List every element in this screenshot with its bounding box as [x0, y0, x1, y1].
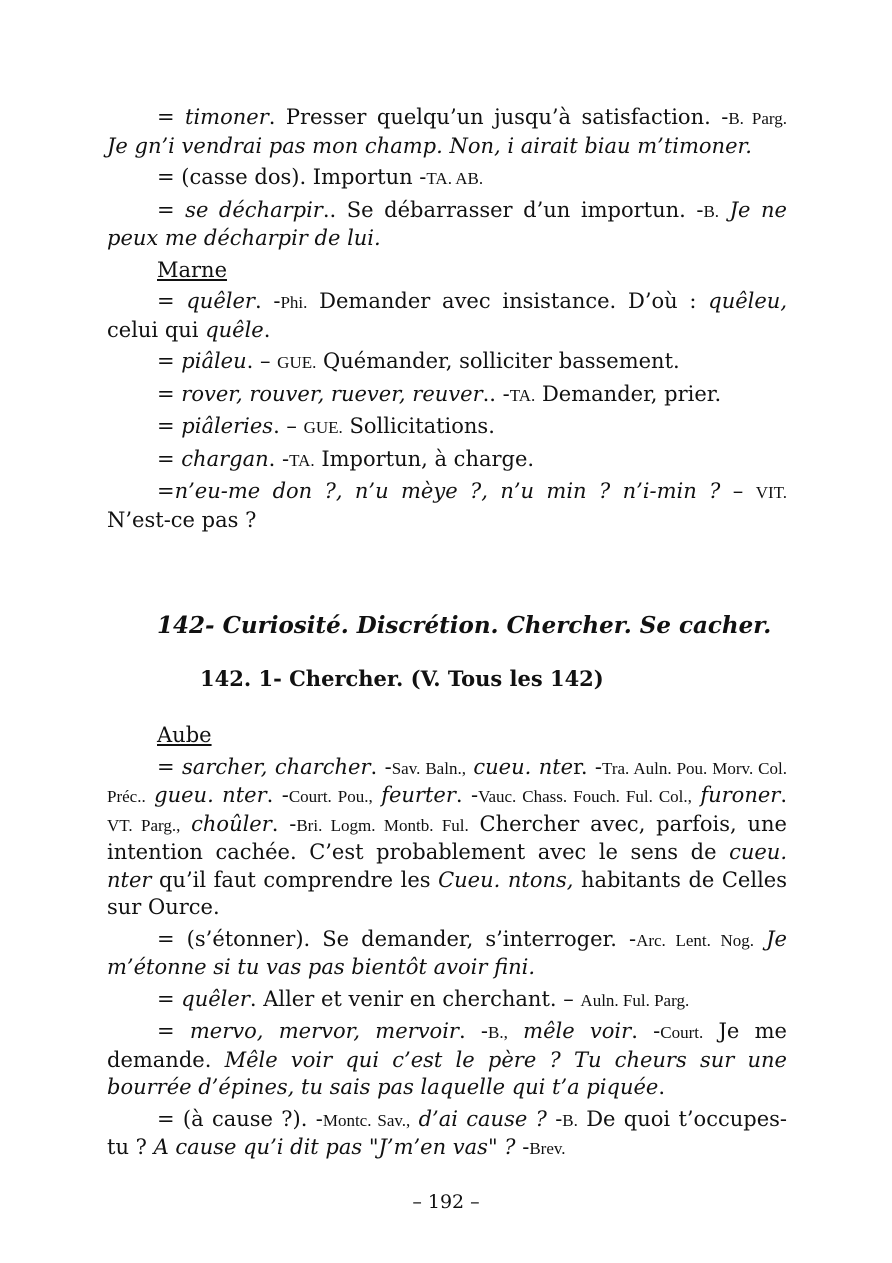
entry-paragraph [107, 288, 787, 344]
source-abbreviation: B. [703, 201, 720, 221]
entry-text: - [515, 1135, 530, 1159]
dialect-term: d’ai cause ? [418, 1106, 547, 1131]
entry-text: habitants de Celles sur Ource. [107, 867, 788, 919]
entry-text: . - [266, 783, 289, 807]
source-abbreviation: B. Parg. [728, 109, 788, 128]
dialect-term: cueu. nte [473, 754, 574, 779]
section-spacer [107, 538, 787, 562]
dialect-term: cueu. nter [107, 840, 787, 892]
dialect-term: n’eu-me don ?, n’u mèye ?, n’u min ? n’i-min ? [174, 479, 721, 503]
dialect-term: Je gn’i vendrai pas mon champ. Non, i airait biau m’timoner. [107, 133, 752, 158]
entry-text: . Aller et venir en cherchant. – [249, 986, 581, 1011]
entry-paragraph [107, 348, 787, 377]
entry-text: . - [268, 446, 290, 471]
source-abbreviation: Sav. Baln., [391, 758, 466, 778]
dialect-term: quêle [205, 317, 264, 342]
entry-text: . [263, 317, 271, 342]
entry-text [180, 812, 191, 836]
entry-text: = [157, 197, 186, 222]
dialect-term: Je ne peux me décharpir de lui. [107, 197, 787, 250]
source-abbreviation: Court. Pou., [288, 787, 373, 806]
dialect-term: gueu. nter [154, 783, 267, 807]
entry-text: .. Se débarrasser d’un importun. - [322, 197, 704, 222]
entry-text: r. - [573, 754, 603, 779]
region-heading: Marne [157, 257, 228, 282]
entry-text: Je me demande. [107, 1019, 787, 1072]
entry-paragraph [107, 478, 787, 534]
entry-text: . - [370, 754, 392, 779]
entry-text [508, 1019, 523, 1043]
source-abbreviation: Montc. Sav., [322, 1110, 411, 1130]
entry-text: N’est-ce pas ? [107, 507, 257, 532]
page-number: – 192 – [412, 1191, 480, 1213]
entry-paragraph [107, 164, 787, 193]
source-abbreviation: Tra. Auln. Pou. Morv. Col. Préc.. [107, 758, 787, 806]
section-title: 142- Curiosité. Discrétion. Chercher. Se cacher. [157, 612, 772, 639]
entry-paragraph [107, 1106, 787, 1163]
source-abbreviation: Arc. Lent. Nog. [636, 930, 755, 950]
dialect-term: rover, rouver, ruever, reuver [181, 381, 483, 406]
entry-text: . - [455, 783, 479, 807]
dialect-term: quêler [181, 986, 250, 1011]
dialect-term: A cause qu’i dit pas "J’m’en vas" ? [153, 1135, 516, 1159]
entry-text: . [658, 1075, 666, 1099]
entry-paragraph [107, 104, 787, 160]
dialect-term: piâleries [181, 414, 274, 438]
dialect-term: choûler [191, 811, 272, 836]
entry-text: . - [458, 1019, 489, 1043]
entry-text: . [780, 783, 788, 807]
entry-text: Importun, à charge. [314, 446, 535, 471]
entry-text: Chercher avec, parfois, une intention cachée. C’est probablement avec le sens de [107, 811, 787, 864]
entry-text: = [157, 1019, 190, 1043]
dialect-term: timoner [185, 105, 269, 129]
source-abbreviation: TA. [509, 385, 536, 405]
entry-text: Quémander, solliciter bassement. [316, 349, 680, 373]
dialect-term: chargan [181, 446, 269, 471]
entry-text: = [157, 414, 182, 438]
dialect-term: furoner [700, 783, 781, 807]
entry-paragraph [107, 926, 787, 982]
entry-paragraph [107, 446, 787, 475]
source-abbreviation: Bri. Logm. Montb. Ful. [296, 815, 469, 835]
entry-text: . - [631, 1019, 661, 1043]
entry-text: .. - [482, 381, 510, 406]
entry-paragraph [107, 413, 787, 442]
entry-text [146, 783, 154, 807]
entry-text: = [157, 986, 182, 1011]
entry-text [719, 198, 730, 222]
entry-text: = [157, 349, 182, 373]
source-abbreviation: GUE. [277, 353, 317, 372]
source-abbreviation: B., [488, 1023, 508, 1042]
entry-text: = (casse dos). Importun - [157, 165, 427, 189]
entry-text: . – [246, 349, 278, 373]
dialect-term: mervo, mervor, mervoir [189, 1019, 459, 1043]
entry-text: . - [254, 289, 281, 313]
entry-text: = [157, 381, 182, 406]
source-abbreviation: VIT. [755, 483, 787, 502]
region-heading: Aube [157, 723, 212, 747]
dialect-term: piâleu [181, 349, 247, 373]
source-abbreviation: B. [562, 1110, 578, 1130]
dialect-term: feurter [381, 783, 456, 807]
entry-text [373, 783, 381, 807]
entry-text [754, 927, 766, 951]
entry-paragraph [107, 986, 787, 1015]
source-abbreviation: VT. Parg., [107, 815, 181, 835]
entry-text: = [157, 105, 186, 129]
entry-paragraph [107, 381, 787, 410]
entry-text [410, 1107, 418, 1131]
entry-text: celui qui [107, 317, 206, 342]
entry-paragraph [107, 197, 787, 253]
dialect-term: Je m’étonne si tu vas pas bientôt avoir fini. [107, 926, 787, 979]
entry-text: Sollicitations. [342, 414, 495, 438]
entry-text: qu’il faut comprendre les [151, 867, 439, 892]
entry-text: = (s’étonner). Se demander, s’interroger. - [157, 926, 637, 951]
entry-text: - [546, 1106, 563, 1131]
entry-text: – [720, 479, 756, 503]
dialect-term: quêler [186, 289, 255, 313]
entry-text: Demander, prier. [535, 381, 722, 406]
dialect-term: sarcher, charcher [182, 754, 371, 779]
dialect-term: se décharpir [185, 197, 323, 222]
source-abbreviation: Court. [660, 1023, 704, 1042]
entry-text: . - [271, 811, 297, 836]
source-abbreviation: Phi. [280, 293, 308, 312]
entry-text: De quoi t’occupes-tu ? [107, 1106, 787, 1159]
dialect-term: Mêle voir qui c’est le père ? Tu cheurs sur une bourrée d’épines, tu sais pas laquelle qui t’a piquée [107, 1047, 787, 1099]
source-abbreviation: TA. [289, 450, 315, 470]
entry-text: = [157, 289, 187, 313]
source-abbreviation: Auln. Ful. Parg. [580, 990, 690, 1010]
source-abbreviation: Brev. [529, 1139, 566, 1158]
entry-text: . Presser quelqu’un jusqu’à satisfaction. - [268, 105, 729, 129]
subsection-title: 142. 1- Chercher. (V. Tous les 142) [200, 666, 604, 691]
entry-text: = [157, 446, 182, 471]
source-abbreviation: GUE. [303, 418, 343, 437]
entry-text: = [157, 479, 175, 503]
entry-text: Demander avec insistance. D’où : [307, 289, 709, 313]
entry-paragraph [107, 1018, 787, 1102]
source-abbreviation: TA. AB. [426, 169, 484, 188]
dialect-term: mêle voir [523, 1019, 632, 1043]
entry-paragraph [107, 754, 787, 922]
page-body [107, 104, 787, 1167]
entry-text: . – [273, 414, 304, 438]
entry-text: = (à cause ?). - [157, 1106, 323, 1131]
dialect-term: quêleu, [708, 289, 787, 313]
source-abbreviation: Vauc. Chass. Fouch. Ful. Col., [478, 787, 692, 806]
dialect-term: Cueu. ntons, [438, 867, 574, 892]
entry-text: = [157, 754, 183, 779]
